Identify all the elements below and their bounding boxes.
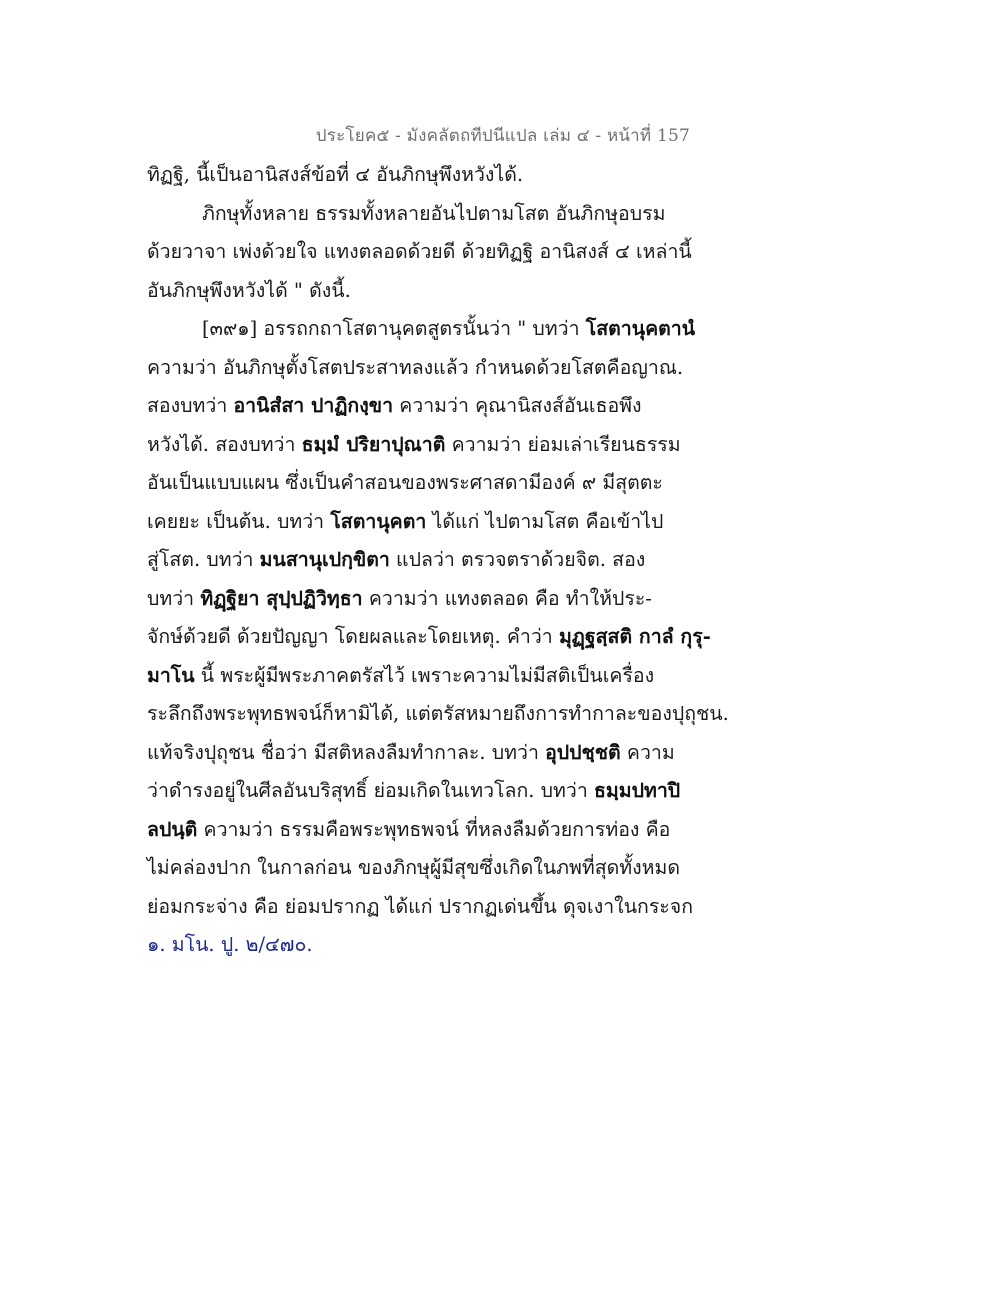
text-line bbox=[147, 811, 727, 850]
text-run: ภิกษุทั้งหลาย ธรรมทั้งหลายอันไปตามโสต อันภิกษุอบรม bbox=[202, 201, 666, 225]
text-line bbox=[147, 734, 727, 773]
text-line bbox=[147, 272, 727, 311]
text-run: อันเป็นแบบแผน ซึ่งเป็นคำสอนของพระศาสดามีองค์ ๙ มีสุตตะ bbox=[147, 471, 663, 494]
pali-term: อานิสํสา ปาฏิกงฺขา bbox=[233, 394, 394, 417]
footnote: ๑. มโน. ปู. ๒/๔๗๐. bbox=[147, 933, 313, 956]
text-line bbox=[147, 888, 727, 927]
text-run: สู่โสต. บทว่า bbox=[147, 548, 260, 571]
text-line bbox=[147, 541, 727, 580]
text-run: ไม่คล่องปาก ในกาลก่อน ของภิกษุผู้มีสุขซึ่งเกิดในภพที่สุดทั้งหมด bbox=[147, 856, 681, 879]
text-run: แท้จริงปุถุชน ชื่อว่า มีสติหลงลืมทำกาละ. บทว่า bbox=[147, 740, 546, 764]
text-line bbox=[147, 464, 727, 503]
text-run: ความว่า คุณานิสงส์อันเธอพึง bbox=[393, 394, 642, 417]
text-run: ระลึกถึงพระพุทธพจน์ก็หามิได้, แต่ตรัสหมายถึงการทำกาละของปุถุชน. bbox=[147, 702, 729, 725]
text-run: นี้ พระผู้มีพระภาคตรัสไว้ เพราะความไม่มีสติเป็นเครื่อง bbox=[194, 663, 655, 687]
text-line bbox=[147, 233, 727, 272]
text-line bbox=[147, 349, 727, 388]
text-run: แปลว่า ตรวจตราด้วยจิต. สอง bbox=[389, 548, 646, 571]
text-line bbox=[147, 387, 727, 426]
text-run: ทิฏฐิ, นี้เป็นอานิสงส์ข้อที่ ๔ อันภิกษุพึงหวังได้. bbox=[147, 163, 524, 186]
pali-term: ธมฺมํ ปริยาปุณาติ bbox=[301, 432, 446, 456]
text-run: ได้แก่ ไปตามโสต คือเข้าไป bbox=[426, 509, 664, 533]
text-run: หวังได้. สองบทว่า bbox=[147, 432, 302, 456]
text-run: ว่าดำรงอยู่ในศีลอันบริสุทธิ์ ย่อมเกิดในเทวโลก. บทว่า bbox=[147, 779, 594, 802]
text-line bbox=[147, 503, 727, 542]
text-run: ความว่า อันภิกษุตั้งโสตประสาทลงแล้ว กำหนดด้วยโสตคือญาณ. bbox=[147, 355, 684, 379]
text-run: ย่อมกระจ่าง คือ ย่อมปรากฏ ได้แก่ ปรากฏเด่นขึ้น ดุจเงาในกระจก bbox=[147, 894, 694, 918]
text-run: อันภิกษุพึงหวังได้ " ดังนี้. bbox=[147, 278, 351, 302]
pali-term: ทิฏฺฐิยา สุปฺปฏิวิทฺธา bbox=[200, 586, 363, 610]
text-run: ความว่า ย่อมเล่าเรียนธรรม bbox=[445, 432, 681, 456]
text-line bbox=[147, 426, 727, 465]
pali-term: อุปปชฺชติ bbox=[545, 740, 621, 764]
text-run: ความว่า แทงตลอด คือ ทำให้ประ- bbox=[362, 586, 652, 610]
text-run: จักษ์ด้วยดี ด้วยปัญญา โดยผลและโดยเหตุ. คำว่า bbox=[147, 625, 559, 648]
text-run: ความ bbox=[620, 740, 675, 764]
text-run: เคยยะ เป็นต้น. บทว่า bbox=[147, 509, 331, 533]
text-run: บทว่า bbox=[147, 586, 201, 610]
text-line bbox=[147, 618, 727, 657]
text-line bbox=[147, 657, 727, 696]
text-run: [๓๙๑] อรรถกถาโสตานุคตสูตรนั้นว่า " บทว่า bbox=[202, 317, 586, 340]
pali-term: มุฏฺฐสฺสติ กาลํ กุรุ- bbox=[558, 625, 711, 648]
pali-term: โสตานุคตา bbox=[330, 509, 427, 533]
text-line bbox=[147, 580, 727, 619]
running-header: ประโยค๕ - มังคลัตถทีปนีแปล เล่ม ๔ - หน้าที่ 157 bbox=[315, 126, 690, 146]
pali-term: โสตานุคตานํ bbox=[585, 317, 696, 340]
text-line bbox=[147, 849, 727, 888]
text-run: สองบทว่า bbox=[147, 394, 234, 417]
text-line bbox=[147, 195, 727, 234]
text-line bbox=[147, 310, 727, 349]
pali-term: ลปนฺติ bbox=[147, 817, 198, 841]
text-line bbox=[147, 156, 727, 195]
text-run: ด้วยวาจา เพ่งด้วยใจ แทงตลอดด้วยดี ด้วยทิฏฐิ อานิสงส์ ๔ เหล่านี้ bbox=[147, 240, 692, 263]
text-line bbox=[147, 695, 727, 734]
pali-term: ธมฺมปทาปิ bbox=[593, 779, 681, 802]
text-run: ความว่า ธรรมคือพระพุทธพจน์ ที่หลงลืมด้วยการท่อง คือ bbox=[197, 817, 671, 841]
body-text bbox=[147, 156, 727, 965]
pali-term: มนสานุเปกฺขิตา bbox=[259, 548, 390, 571]
pali-term: มาโน bbox=[147, 663, 195, 687]
text-line bbox=[147, 772, 727, 811]
